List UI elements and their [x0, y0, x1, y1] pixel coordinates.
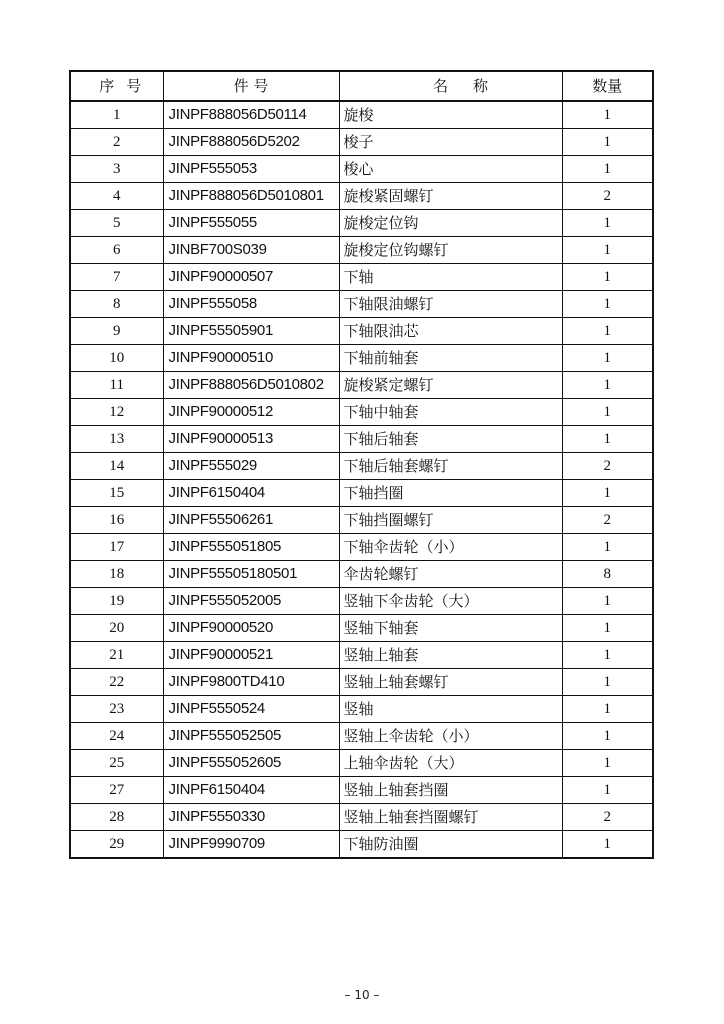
cell-part-number: JINPF55505901	[163, 318, 339, 345]
cell-quantity: 1	[562, 399, 653, 426]
cell-seq-number: 7	[70, 264, 163, 291]
table-row	[70, 588, 653, 615]
cell-part-name: 梭子	[339, 129, 562, 156]
cell-part-name: 旋梭紧定螺钉	[339, 372, 562, 399]
header-name-char-1: 名	[432, 77, 448, 95]
table-row	[70, 237, 653, 264]
cell-quantity: 1	[562, 831, 653, 859]
table-header	[70, 71, 653, 101]
cell-seq-number: 25	[70, 750, 163, 777]
header-quantity: 数量	[562, 71, 653, 101]
table-row	[70, 264, 653, 291]
cell-part-name: 下轴中轴套	[339, 399, 562, 426]
table-row	[70, 561, 653, 588]
cell-part-number: JINPF6150404	[163, 480, 339, 507]
cell-quantity: 1	[562, 669, 653, 696]
cell-part-number: JINPF90000512	[163, 399, 339, 426]
cell-part-number: JINPF888056D5010802	[163, 372, 339, 399]
cell-quantity: 1	[562, 264, 653, 291]
cell-part-number: JINPF888056D5202	[163, 129, 339, 156]
cell-part-name: 旋梭定位钩螺钉	[339, 237, 562, 264]
cell-seq-number: 13	[70, 426, 163, 453]
cell-quantity: 2	[562, 183, 653, 210]
cell-seq-number: 20	[70, 615, 163, 642]
header-seq-char-1: 序	[99, 77, 115, 95]
cell-part-name: 竖轴上轴套	[339, 642, 562, 669]
cell-seq-number: 5	[70, 210, 163, 237]
cell-part-number: JINPF555029	[163, 453, 339, 480]
cell-seq-number: 21	[70, 642, 163, 669]
cell-part-name: 下轴	[339, 264, 562, 291]
header-part-number: 件 号	[163, 71, 339, 101]
table-row	[70, 210, 653, 237]
cell-part-name: 竖轴上伞齿轮（小）	[339, 723, 562, 750]
cell-quantity: 1	[562, 101, 653, 129]
cell-part-number: JINPF90000520	[163, 615, 339, 642]
cell-quantity: 1	[562, 534, 653, 561]
cell-part-number: JINBF700S039	[163, 237, 339, 264]
cell-seq-number: 12	[70, 399, 163, 426]
cell-part-name: 下轴前轴套	[339, 345, 562, 372]
cell-seq-number: 14	[70, 453, 163, 480]
cell-quantity: 1	[562, 615, 653, 642]
cell-part-name: 下轴防油圈	[339, 831, 562, 859]
table-row	[70, 183, 653, 210]
cell-seq-number: 28	[70, 804, 163, 831]
table-row	[70, 453, 653, 480]
table-row	[70, 615, 653, 642]
cell-part-name: 下轴限油螺钉	[339, 291, 562, 318]
cell-part-number: JINPF555052605	[163, 750, 339, 777]
cell-part-number: JINPF90000521	[163, 642, 339, 669]
cell-part-name: 竖轴上轴套挡圈	[339, 777, 562, 804]
cell-part-number: JINPF555053	[163, 156, 339, 183]
cell-part-number: JINPF55505180501	[163, 561, 339, 588]
cell-part-name: 下轴限油芯	[339, 318, 562, 345]
parts-list-table	[69, 70, 654, 859]
cell-quantity: 1	[562, 696, 653, 723]
cell-part-number: JINPF555052505	[163, 723, 339, 750]
cell-seq-number: 22	[70, 669, 163, 696]
cell-part-number: JINPF90000510	[163, 345, 339, 372]
table-row	[70, 534, 653, 561]
cell-part-number: JINPF888056D50114	[163, 101, 339, 129]
cell-quantity: 1	[562, 750, 653, 777]
cell-part-number: JINPF9990709	[163, 831, 339, 859]
cell-seq-number: 4	[70, 183, 163, 210]
cell-quantity: 1	[562, 588, 653, 615]
table-row	[70, 129, 653, 156]
cell-part-name: 旋梭定位钩	[339, 210, 562, 237]
cell-quantity: 1	[562, 480, 653, 507]
cell-part-name: 伞齿轮螺钉	[339, 561, 562, 588]
cell-seq-number: 8	[70, 291, 163, 318]
cell-seq-number: 10	[70, 345, 163, 372]
cell-seq-number: 24	[70, 723, 163, 750]
cell-seq-number: 23	[70, 696, 163, 723]
cell-part-name: 下轴后轴套螺钉	[339, 453, 562, 480]
table-row	[70, 669, 653, 696]
cell-part-number: JINPF555055	[163, 210, 339, 237]
table-row	[70, 399, 653, 426]
cell-quantity: 8	[562, 561, 653, 588]
table-row	[70, 723, 653, 750]
table-row	[70, 345, 653, 372]
cell-quantity: 1	[562, 777, 653, 804]
cell-seq-number: 1	[70, 101, 163, 129]
cell-part-number: JINPF6150404	[163, 777, 339, 804]
table-row	[70, 831, 653, 859]
cell-seq-number: 16	[70, 507, 163, 534]
cell-seq-number: 15	[70, 480, 163, 507]
table-row	[70, 318, 653, 345]
cell-quantity: 2	[562, 804, 653, 831]
cell-seq-number: 17	[70, 534, 163, 561]
cell-quantity: 1	[562, 345, 653, 372]
cell-quantity: 1	[562, 156, 653, 183]
table-row	[70, 480, 653, 507]
table-row	[70, 777, 653, 804]
table-row	[70, 696, 653, 723]
header-name	[339, 71, 562, 101]
cell-part-number: JINPF5550330	[163, 804, 339, 831]
table-row	[70, 291, 653, 318]
table-row	[70, 426, 653, 453]
cell-seq-number: 2	[70, 129, 163, 156]
table-row	[70, 507, 653, 534]
cell-part-name: 梭心	[339, 156, 562, 183]
header-seq-char-2: 号	[126, 77, 142, 95]
cell-part-name: 下轴伞齿轮（小）	[339, 534, 562, 561]
cell-quantity: 1	[562, 372, 653, 399]
cell-quantity: 1	[562, 129, 653, 156]
cell-part-name: 下轴挡圈螺钉	[339, 507, 562, 534]
cell-quantity: 2	[562, 507, 653, 534]
cell-part-name: 下轴挡圈	[339, 480, 562, 507]
cell-part-name: 竖轴上轴套挡圈螺钉	[339, 804, 562, 831]
cell-part-number: JINPF55506261	[163, 507, 339, 534]
cell-seq-number: 27	[70, 777, 163, 804]
cell-part-number: JINPF555051805	[163, 534, 339, 561]
cell-part-name: 上轴伞齿轮（大）	[339, 750, 562, 777]
table-body	[70, 101, 653, 858]
header-name-char-2: 称	[472, 77, 488, 95]
cell-part-name: 竖轴上轴套螺钉	[339, 669, 562, 696]
cell-part-number: JINPF90000513	[163, 426, 339, 453]
table-row	[70, 750, 653, 777]
table-row	[70, 101, 653, 129]
cell-seq-number: 19	[70, 588, 163, 615]
cell-part-number: JINPF888056D5010801	[163, 183, 339, 210]
cell-seq-number: 11	[70, 372, 163, 399]
cell-quantity: 1	[562, 210, 653, 237]
cell-part-name: 旋梭	[339, 101, 562, 129]
cell-quantity: 1	[562, 723, 653, 750]
cell-part-number: JINPF9800TD410	[163, 669, 339, 696]
cell-seq-number: 9	[70, 318, 163, 345]
cell-quantity: 2	[562, 453, 653, 480]
cell-quantity: 1	[562, 237, 653, 264]
cell-part-name: 竖轴	[339, 696, 562, 723]
table-header-row	[70, 71, 653, 101]
cell-part-name: 竖轴下伞齿轮（大）	[339, 588, 562, 615]
cell-part-name: 旋梭紧固螺钉	[339, 183, 562, 210]
cell-quantity: 1	[562, 642, 653, 669]
header-seq	[70, 71, 163, 101]
cell-seq-number: 29	[70, 831, 163, 859]
table-row	[70, 642, 653, 669]
cell-seq-number: 6	[70, 237, 163, 264]
cell-part-name: 下轴后轴套	[339, 426, 562, 453]
cell-part-number: JINPF90000507	[163, 264, 339, 291]
page-number: – 10 –	[344, 988, 380, 1002]
table-row	[70, 372, 653, 399]
cell-part-number: JINPF5550524	[163, 696, 339, 723]
cell-part-name: 竖轴下轴套	[339, 615, 562, 642]
cell-part-number: JINPF555058	[163, 291, 339, 318]
cell-quantity: 1	[562, 426, 653, 453]
cell-part-number: JINPF555052005	[163, 588, 339, 615]
cell-seq-number: 3	[70, 156, 163, 183]
table-row	[70, 156, 653, 183]
table-row	[70, 804, 653, 831]
cell-quantity: 1	[562, 318, 653, 345]
cell-quantity: 1	[562, 291, 653, 318]
cell-seq-number: 18	[70, 561, 163, 588]
